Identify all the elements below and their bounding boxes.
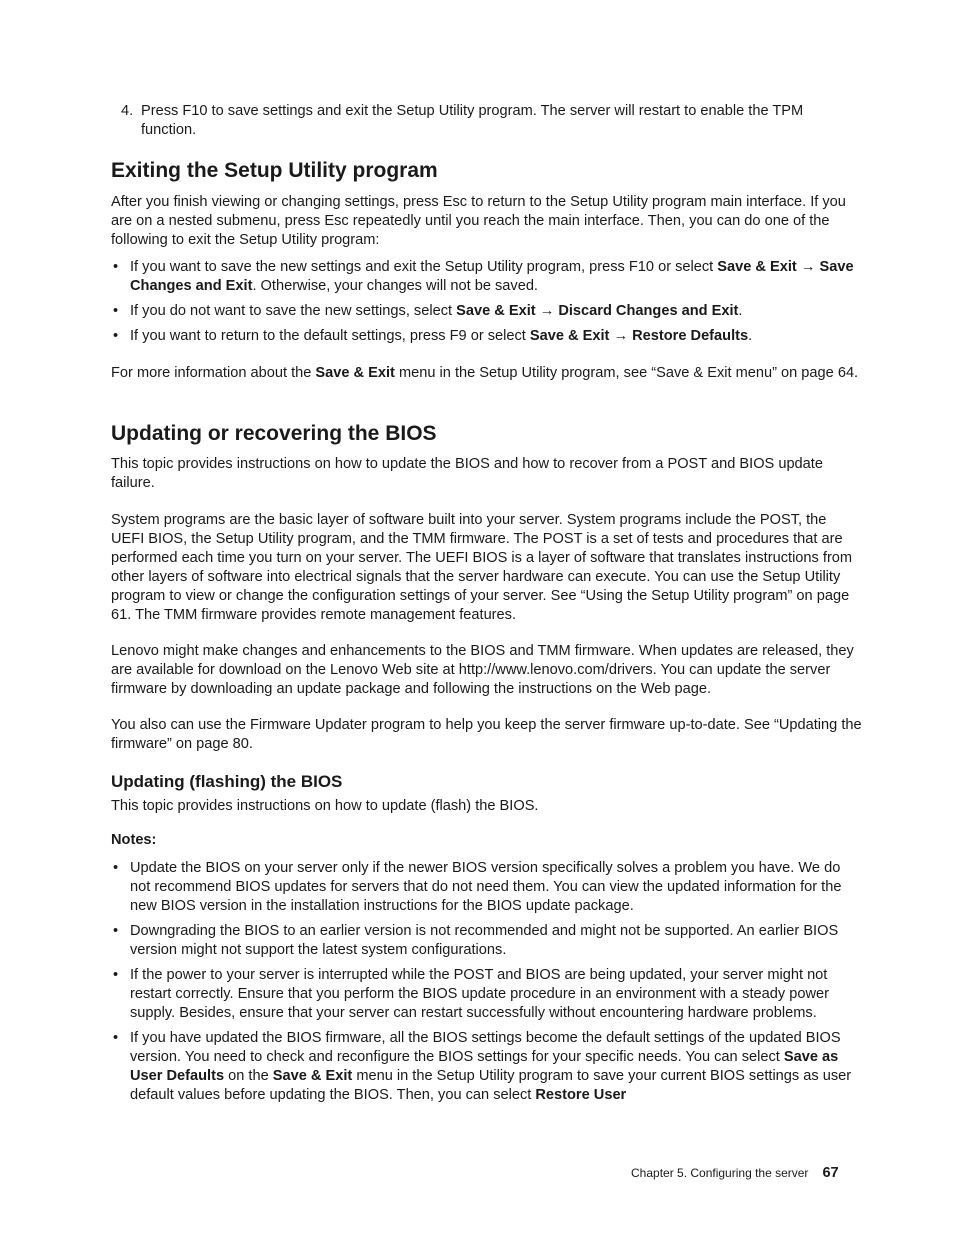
system-programs-paragraph: System programs are the basic layer of software built into your server. System programs include the POST, the UEFI BIOS, the Setup Utility program, and the TMM firmware. The POST is a set of tests and procedures that are performed each time you turn on your server. The UEFI BIOS is a layer of software that translates instructions from other layers of software into electrical signals that the server hardware can execute. You can use the Setup Utility program to view or change the configuration settings of your server. See “Using the Setup Utility program” on page 61. The TMM firmware provides remote management features. — [111, 512, 853, 623]
item-text: . — [738, 303, 743, 319]
bullet-icon: • — [113, 923, 119, 939]
exit-options-list — [111, 258, 863, 346]
menu-name: Save & Exit — [717, 259, 801, 275]
step-text: Press F10 to save settings and exit the Setup Utility program. The server will restart to enable the TPM function. — [141, 103, 804, 138]
menu-name: Save & Exit — [315, 365, 395, 381]
bios-intro: This topic provides instructions on how to update the BIOS and how to recover from a POST and BIOS update failure. — [111, 456, 823, 491]
more-info — [111, 364, 863, 383]
item-text: If you want to save the new settings and exit the Setup Utility program, press F10 or select — [130, 259, 718, 275]
note-text: Update the BIOS on your server only if the newer BIOS version specifically solves a problem you have. We do not recommend BIOS updates for servers that do not need them. You can view the updated information for the new BIOS version in the installation instructions for the BIOS update package. — [130, 860, 842, 914]
firmware-updater-paragraph: You also can use the Firmware Updater program to help you keep the server firmware up-to-date. See “Updating the firmware” on page 80. — [111, 717, 862, 752]
more-info-text: menu in the Setup Utility program, see “Save & Exit menu” on page 64. — [394, 365, 859, 381]
menu-name: Save & Exit — [456, 303, 540, 319]
more-info-text: For more information about the — [111, 365, 316, 381]
notes-label: Notes: — [111, 832, 157, 848]
menu-item: Restore User — [535, 1087, 627, 1103]
bullet-icon: • — [113, 303, 119, 319]
bullet-icon: • — [113, 967, 119, 983]
heading-exiting-setup: Exiting the Setup Utility program — [111, 159, 438, 182]
step-number: 4. — [121, 103, 134, 119]
bullet-icon: • — [113, 860, 119, 876]
note-text: menu in the Setup Utility program to save your current BIOS settings as user default values before updating the BIOS. Then, you can select — [130, 1068, 852, 1103]
menu-name: Save & Exit — [272, 1068, 353, 1084]
list-item — [111, 1029, 863, 1105]
list-item — [111, 859, 863, 916]
notes-list — [111, 859, 863, 1105]
page-number: 67 — [822, 1165, 839, 1181]
menu-item: Restore Defaults — [628, 328, 749, 344]
bullet-icon: • — [113, 328, 119, 344]
heading-flashing-bios: Updating (flashing) the BIOS — [111, 772, 343, 791]
page-footer — [631, 1165, 839, 1181]
item-text: If you do not want to save the new settings, select — [130, 303, 457, 319]
note-text: If you have updated the BIOS firmware, all the BIOS settings become the default settings of the updated BIOS version. You need to check and reconfigure the BIOS settings for your specific needs. You can select — [130, 1030, 841, 1065]
note-text: If the power to your server is interrupted while the POST and BIOS are being updated, your server might not restart correctly. Ensure that you perform the BIOS update procedure in an environment with a steady power supply. Besides, ensure that your server can restart successfully without encountering hardware problems. — [130, 967, 829, 1021]
heading-updating-bios: Updating or recovering the BIOS — [111, 422, 437, 445]
list-item — [111, 302, 863, 321]
note-text: on the — [224, 1068, 273, 1084]
flash-intro: This topic provides instructions on how to update (flash) the BIOS. — [111, 798, 539, 814]
list-item — [111, 327, 863, 346]
note-text: Downgrading the BIOS to an earlier version is not recommended and might not be supported. An earlier BIOS version might not support the latest system configurations. — [130, 923, 839, 958]
item-text: If you want to return to the default settings, press F9 or select — [130, 328, 530, 344]
arrow-icon: → — [613, 328, 629, 344]
arrow-icon: → — [800, 259, 816, 275]
list-item — [111, 922, 863, 960]
lenovo-updates-paragraph: Lenovo might make changes and enhancements to the BIOS and TMM firmware. When updates are released, they are available for download on the Lenovo Web site at http://www.lenovo.com/drivers. You can update the server firmware by downloading an update package and following the instructions on the Web page. — [111, 643, 854, 697]
exiting-intro: After you finish viewing or changing settings, press Esc to return to the Setup Utility program main interface. If you are on a nested submenu, press Esc repeatedly until you reach the main interface. Then, you can do one of the following to exit the Setup Utility program: — [111, 194, 846, 248]
menu-name: Save & Exit — [529, 328, 614, 344]
menu-item: Save Changes and Exit — [130, 259, 854, 294]
item-text: . — [748, 328, 753, 344]
menu-item: Discard Changes and Exit — [554, 303, 739, 319]
chapter-label: Chapter 5. Configuring the server — [631, 1166, 809, 1180]
menu-item: Save as User Defaults — [130, 1049, 839, 1084]
list-item — [111, 258, 863, 296]
list-item — [111, 966, 863, 1023]
bullet-icon: • — [113, 259, 119, 275]
arrow-icon: → — [539, 303, 555, 319]
bullet-icon: • — [113, 1030, 119, 1046]
item-text: . Otherwise, your changes will not be saved. — [252, 278, 538, 294]
step-4 — [121, 102, 841, 140]
